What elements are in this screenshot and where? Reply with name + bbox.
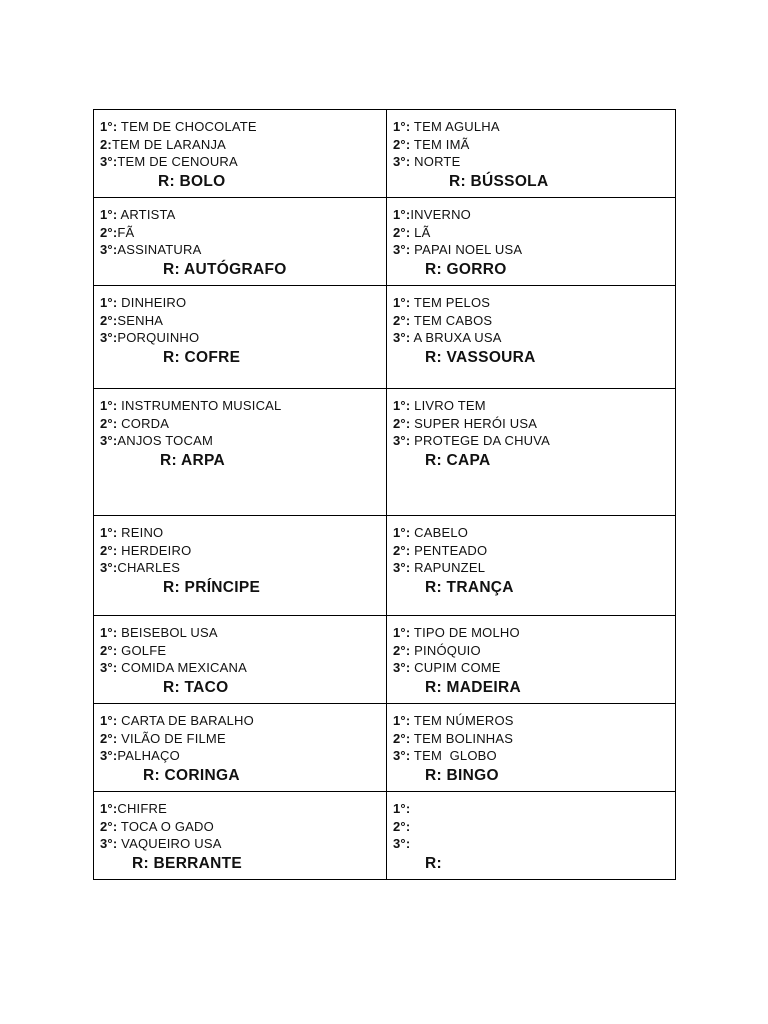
clue-line — [393, 542, 669, 560]
clue-line — [100, 294, 380, 312]
clue-number: 3°: — [393, 560, 411, 575]
clue-text: TEM AGULHA — [410, 119, 500, 134]
clue-line — [100, 800, 380, 818]
clue-text: RAPUNZEL — [410, 560, 486, 575]
clue-line — [393, 747, 669, 765]
clue-number: 2°: — [100, 642, 118, 658]
clue-number: 1°: — [393, 525, 411, 540]
clue-text: TEM NÚMEROS — [410, 713, 514, 728]
answer-text: R: GORRO — [425, 260, 507, 278]
clue-line — [100, 642, 380, 660]
clue-line — [393, 712, 669, 730]
clue-line — [393, 559, 669, 577]
clue-line — [100, 730, 380, 748]
riddle-cell — [387, 389, 676, 516]
clue-number: 1°: — [393, 625, 411, 640]
clue-number: 1°: — [100, 398, 118, 413]
clue-number: 1°: — [100, 713, 118, 728]
answer-text: R: MADEIRA — [425, 678, 521, 696]
clue-number: 3°: — [393, 154, 411, 169]
riddle-cell — [94, 286, 387, 389]
clue-text: TEM IMÃ — [410, 136, 470, 152]
clue-line — [100, 559, 380, 577]
clue-line — [393, 153, 669, 171]
riddle-cell — [387, 792, 676, 880]
clue-number: 1°: — [393, 713, 411, 728]
clue-line — [100, 432, 380, 450]
clue-line — [393, 136, 669, 154]
clue-text: CUPIM COME — [410, 660, 501, 675]
clue-text: CHIFRE — [117, 801, 167, 816]
riddle-cell — [387, 286, 676, 389]
clue-line — [100, 542, 380, 560]
clue-number: 1°: — [100, 801, 118, 816]
answer-text: R: VASSOURA — [425, 348, 536, 366]
riddle-cell — [94, 616, 387, 704]
clue-line — [393, 835, 669, 853]
clue-line — [393, 524, 669, 542]
answer-text: R: BERRANTE — [132, 854, 243, 872]
answer-text: R: BÚSSOLA — [449, 172, 549, 190]
clue-line — [393, 206, 669, 224]
clue-text: TEM DE LARANJA — [111, 136, 227, 152]
riddle-row — [94, 286, 676, 389]
clue-number: 1°: — [393, 398, 411, 413]
answer-text: R: ARPA — [160, 451, 225, 469]
riddle-row — [94, 198, 676, 286]
clue-line — [100, 712, 380, 730]
clue-text: FÃ — [117, 224, 135, 240]
riddle-cell — [387, 516, 676, 616]
clue-line — [393, 224, 669, 242]
answer-text: R: CAPA — [425, 451, 491, 469]
clue-text: TEM DE CENOURA — [117, 154, 238, 169]
clue-line — [100, 118, 380, 136]
riddle-cell — [94, 110, 387, 198]
clue-line — [100, 329, 380, 347]
clue-number: 2°: — [100, 542, 118, 558]
clue-text: DINHEIRO — [117, 295, 187, 310]
clue-line — [100, 818, 380, 836]
answer-text: R: TRANÇA — [425, 578, 514, 596]
riddle-table-body — [94, 110, 676, 880]
clue-line — [393, 432, 669, 450]
clue-number: 2°: — [393, 642, 411, 658]
clue-number: 3°: — [100, 836, 118, 851]
clue-text: LÃ — [410, 224, 431, 240]
clue-number: 1°: — [100, 525, 118, 540]
clue-text: CHARLES — [117, 560, 181, 575]
clue-text: TEM PELOS — [410, 295, 491, 310]
clue-text: TEM CABOS — [410, 312, 493, 328]
clue-number: 2°: — [393, 136, 411, 152]
riddle-cell — [94, 792, 387, 880]
clue-number: 3°: — [100, 660, 118, 675]
riddle-cell — [94, 389, 387, 516]
riddle-row — [94, 704, 676, 792]
clue-line — [393, 624, 669, 642]
clue-number: 2°: — [393, 415, 411, 431]
clue-text: COMIDA MEXICANA — [117, 660, 247, 675]
clue-number: 2°: — [100, 312, 118, 328]
clue-line — [100, 312, 380, 330]
clue-text: SUPER HERÓI USA — [410, 415, 538, 431]
clue-line — [393, 818, 669, 836]
clue-line — [393, 800, 669, 818]
riddle-cell — [387, 110, 676, 198]
clue-line — [393, 659, 669, 677]
clue-line — [100, 659, 380, 677]
clue-line — [100, 835, 380, 853]
clue-line — [393, 118, 669, 136]
answer-text: R: — [425, 854, 442, 872]
clue-number: 2°: — [100, 730, 118, 746]
clue-number: 1°: — [393, 207, 411, 222]
clue-text: SENHA — [117, 312, 164, 328]
clue-number: 1°: — [100, 207, 118, 222]
clue-line — [393, 730, 669, 748]
clue-number: 1°: — [100, 625, 118, 640]
clue-line — [393, 241, 669, 259]
clue-number: 3°: — [393, 330, 411, 345]
clue-text: INVERNO — [410, 207, 471, 222]
clue-number: 2°: — [393, 818, 411, 834]
clue-text: NORTE — [410, 154, 461, 169]
clue-text: PORQUINHO — [117, 330, 200, 345]
riddle-cell — [387, 198, 676, 286]
clue-line — [100, 397, 380, 415]
clue-text: LIVRO TEM — [410, 398, 486, 413]
clue-number: 3°: — [393, 836, 411, 851]
clue-number: 2°: — [393, 730, 411, 746]
clue-line — [100, 224, 380, 242]
clue-number: 2°: — [393, 542, 411, 558]
riddle-cell — [387, 704, 676, 792]
clue-line — [393, 294, 669, 312]
clue-line — [393, 312, 669, 330]
answer-text: R: PRÍNCIPE — [163, 578, 261, 596]
clue-line — [393, 642, 669, 660]
clue-text: PROTEGE DA CHUVA — [410, 433, 551, 448]
clue-line — [100, 415, 380, 433]
clue-number: 2°: — [393, 312, 411, 328]
clue-text: ASSINATURA — [117, 242, 202, 257]
clue-number: 2°: — [393, 224, 411, 240]
clue-text: INSTRUMENTO MUSICAL — [117, 398, 282, 413]
clue-text: GOLFE — [117, 642, 167, 658]
clue-line — [393, 329, 669, 347]
clue-number: 1°: — [393, 295, 411, 310]
answer-text: R: COFRE — [163, 348, 241, 366]
answer-text: R: BOLO — [158, 172, 226, 190]
riddle-row — [94, 792, 676, 880]
clue-text: TOCA O GADO — [117, 818, 214, 834]
clue-number: 3°: — [100, 330, 118, 345]
clue-number: 3°: — [393, 242, 411, 257]
clue-text: ARTISTA — [117, 207, 176, 222]
clue-number: 2°: — [100, 818, 118, 834]
answer-text: R: TACO — [163, 678, 229, 696]
riddle-row — [94, 110, 676, 198]
riddle-cell — [94, 198, 387, 286]
clue-text: CARTA DE BARALHO — [117, 713, 254, 728]
clue-text: ANJOS TOCAM — [117, 433, 213, 448]
clue-number: 3°: — [100, 154, 118, 169]
clue-number: 1°: — [100, 119, 118, 134]
answer-text: R: AUTÓGRAFO — [163, 260, 287, 278]
clue-number: 3°: — [100, 242, 118, 257]
clue-text: VAQUEIRO USA — [117, 836, 222, 851]
clue-number: 2: — [100, 136, 112, 152]
clue-text: PENTEADO — [410, 542, 488, 558]
clue-text: TEM BOLINHAS — [410, 730, 514, 746]
clue-line — [100, 241, 380, 259]
clue-number: 2°: — [100, 224, 118, 240]
clue-text: TEM DE CHOCOLATE — [117, 119, 257, 134]
clue-text: PAPAI NOEL USA — [410, 242, 523, 257]
clue-text: VILÃO DE FILME — [117, 730, 226, 746]
clue-line — [100, 624, 380, 642]
clue-number: 3°: — [393, 660, 411, 675]
clue-text: CORDA — [117, 415, 170, 431]
clue-text: PINÓQUIO — [410, 642, 481, 658]
riddle-table — [93, 109, 676, 880]
clue-number: 3°: — [100, 433, 118, 448]
clue-line — [100, 153, 380, 171]
clue-line — [393, 397, 669, 415]
clue-line — [100, 206, 380, 224]
answer-text: R: BINGO — [425, 766, 499, 784]
clue-text: REINO — [117, 525, 164, 540]
clue-line — [100, 747, 380, 765]
clue-number: 3°: — [100, 748, 118, 763]
clue-number: 3°: — [393, 433, 411, 448]
clue-number: 3°: — [393, 748, 411, 763]
clue-line — [100, 524, 380, 542]
clue-text: TEM GLOBO — [410, 748, 497, 763]
clue-line — [100, 136, 380, 154]
clue-line — [393, 415, 669, 433]
clue-text: PALHAÇO — [117, 748, 180, 763]
riddle-row — [94, 389, 676, 516]
riddle-row — [94, 516, 676, 616]
riddle-cell — [94, 704, 387, 792]
riddle-row — [94, 616, 676, 704]
riddle-cell — [94, 516, 387, 616]
clue-number: 1°: — [393, 801, 411, 816]
clue-text: HERDEIRO — [117, 542, 192, 558]
clue-text: BEISEBOL USA — [117, 625, 218, 640]
clue-number: 1°: — [100, 295, 118, 310]
clue-text: TIPO DE MOLHO — [410, 625, 520, 640]
answer-text: R: CORINGA — [143, 766, 240, 784]
clue-number: 3°: — [100, 560, 118, 575]
riddle-cell — [387, 616, 676, 704]
clue-text: A BRUXA USA — [410, 330, 502, 345]
clue-text: CABELO — [410, 525, 469, 540]
clue-number: 2°: — [100, 415, 118, 431]
clue-number: 1°: — [393, 119, 411, 134]
